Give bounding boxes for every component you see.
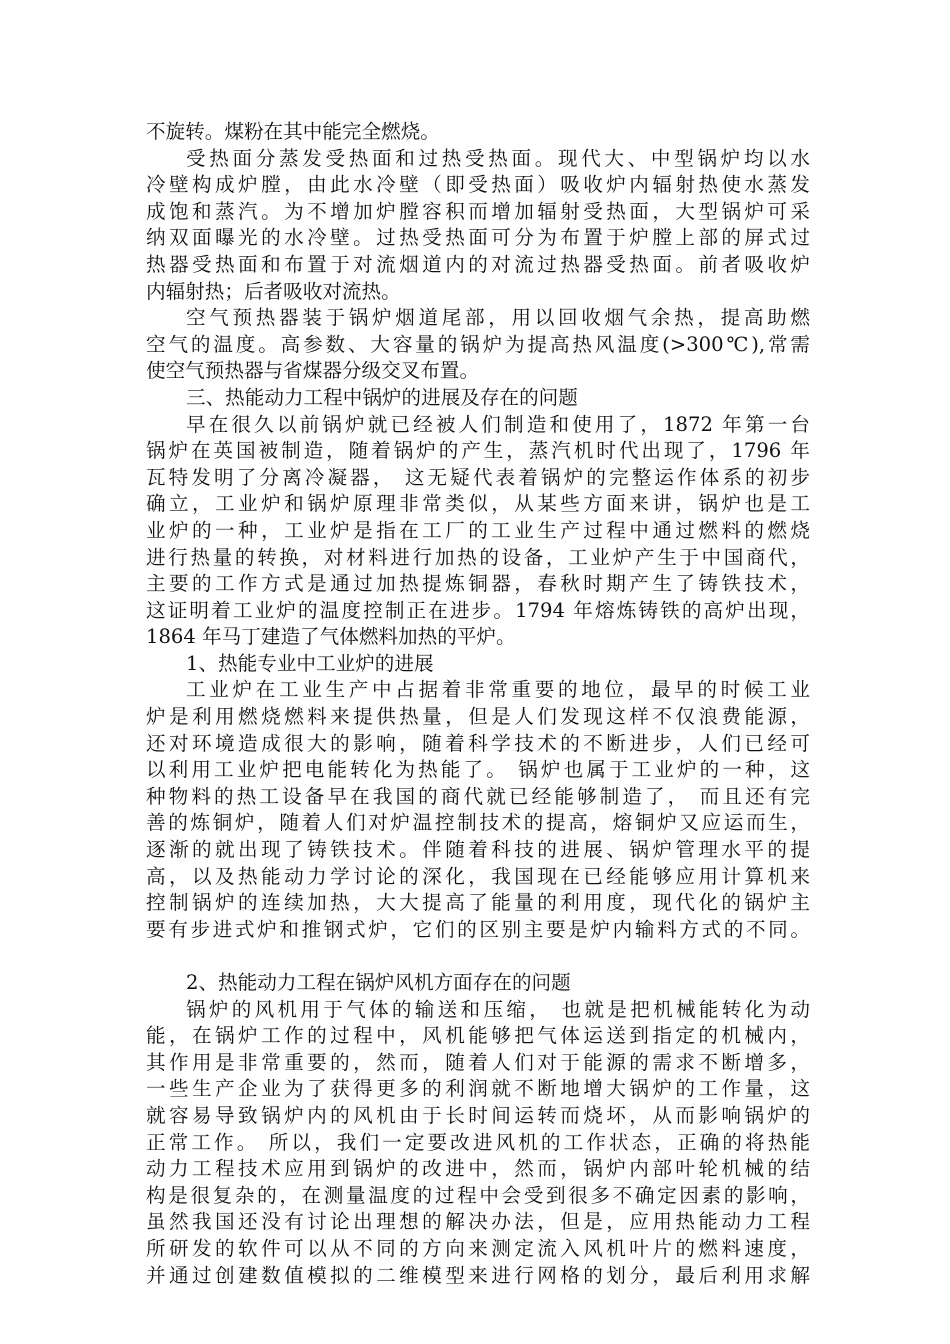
text-line: 要有步进式炉和推钢式炉，它们的区别主要是炉内输料方式的不同。 <box>146 917 810 941</box>
text-line: 1、热能专业中工业炉的进展 <box>186 651 434 675</box>
text-line: 就容易导致锅炉内的风机由于长时间运转而烧坏，从而影响锅炉的 <box>146 1103 810 1127</box>
text-line: 能，在锅炉工作的过程中，风机能够把气体运送到指定的机械内， <box>146 1024 810 1048</box>
text-line: 动力工程技术应用到锅炉的改进中，然而，锅炉内部叶轮机械的结 <box>146 1157 810 1181</box>
text-line: 善的炼铜炉，随着人们对炉温控制技术的提高，熔铜炉又应运而生， <box>146 811 810 835</box>
text-line: 主要的工作方式是通过加热提炼铜器，春秋时期产生了铸铁技术， <box>146 572 810 596</box>
text-line: 纳双面曝光的水冷壁。过热受热面可分为布置于炉膛上部的屏式过 <box>146 226 810 250</box>
document-body-text <box>146 119 810 1289</box>
text-line: 使空气预热器与省煤器分级交叉布置。 <box>146 359 480 383</box>
text-line: 逐渐的就出现了铸铁技术。伴随着科技的进展、锅炉管理水平的提 <box>146 838 810 862</box>
text-line: 其作用是非常重要的，然而，随着人们对于能源的需求不断增多， <box>146 1050 810 1074</box>
text-line: 还对环境造成很大的影响，随着科学技术的不断进步，人们已经可 <box>146 731 810 755</box>
text-line: 受热面分蒸发受热面和过热受热面。现代大、中型锅炉均以水 <box>186 146 810 170</box>
text-line: 三、热能动力工程中锅炉的进展及存在的问题 <box>186 385 578 409</box>
text-line: 工业炉在工业生产中占据着非常重要的地位，最早的时候工业 <box>186 678 810 702</box>
text-line: 以利用工业炉把电能转化为热能了。 锅炉也属于工业炉的一种，这 <box>146 758 810 782</box>
text-line: 空气预热器装于锅炉烟道尾部，用以回收烟气余热，提高助燃 <box>186 306 810 330</box>
text-line: 2、热能动力工程在锅炉风机方面存在的问题 <box>186 971 571 994</box>
text-line: 1864 年马丁建造了气体燃料加热的平炉。 <box>146 625 516 649</box>
text-line: 正常工作。 所以，我们一定要改进风机的工作状态，正确的将热能 <box>146 1130 810 1154</box>
text-line: 确立，工业炉和锅炉原理非常类似，从某些方面来讲，锅炉也是工 <box>146 492 810 516</box>
text-line: 成饱和蒸汽。为不增加炉膛容积而增加辐射受热面，大型锅炉可采 <box>146 199 810 223</box>
text-line: 进行热量的转换，对材料进行加热的设备，工业炉产生于中国商代， <box>146 545 810 569</box>
text-line: 热器受热面和布置于对流烟道内的对流过热器受热面。前者吸收炉 <box>146 252 810 276</box>
text-line: 一些生产企业为了获得更多的利润就不断地增大锅炉的工作量，这 <box>146 1077 810 1101</box>
text-line: 不旋转。煤粉在其中能完全燃烧。 <box>146 120 440 143</box>
text-line: 早在很久以前锅炉就已经被人们制造和使用了，1872 年第一台 <box>186 412 810 436</box>
text-line: 构是很复杂的，在测量温度的过程中会受到很多不确定因素的影响， <box>146 1183 810 1207</box>
text-line: 瓦特发明了分离冷凝器， 这无疑代表着锅炉的完整运作体系的初步 <box>146 465 810 489</box>
text-line: 种物料的热工设备早在我国的商代就已经能够制造了， 而且还有完 <box>146 784 810 808</box>
text-line: 虽然我国还没有讨论出理想的解决办法，但是，应用热能动力工程 <box>146 1210 810 1234</box>
text-line: 冷壁构成炉膛，由此水冷壁（即受热面）吸收炉内辐射热使水蒸发 <box>146 173 810 197</box>
text-line: 锅炉在英国被制造，随着锅炉的产生，蒸汽机时代出现了，1796 年 <box>146 439 810 463</box>
text-line: 控制锅炉的连续加热，大大提高了能量的利用度，现代化的锅炉主 <box>146 891 810 915</box>
text-line: 锅炉的风机用于气体的输送和压缩， 也就是把机械能转化为动 <box>186 997 810 1021</box>
text-line: 所研发的软件可以从不同的方向来测定流入风机叶片的燃料速度， <box>146 1236 810 1260</box>
text-line: 业炉的一种，工业炉是指在工厂的工业生产过程中通过燃料的燃烧 <box>146 518 810 542</box>
text-line: 这证明着工业炉的温度控制正在进步。1794 年熔炼铸铁的高炉出现， <box>146 598 810 622</box>
text-line: 空气的温度。高参数、大容量的锅炉为提高热风温度(>300℃),常需 <box>146 332 810 356</box>
text-line: 炉是利用燃烧燃料来提供热量，但是人们发现这样不仅浪费能源， <box>146 705 810 729</box>
text-line <box>146 943 810 970</box>
text-line: 高，以及热能动力学讨论的深化，我国现在已经能够应用计算机来 <box>146 864 810 888</box>
text-line: 并通过创建数值模拟的二维模型来进行网格的划分，最后利用求解 <box>146 1263 810 1287</box>
text-line: 内辐射热；后者吸收对流热。 <box>146 279 401 303</box>
